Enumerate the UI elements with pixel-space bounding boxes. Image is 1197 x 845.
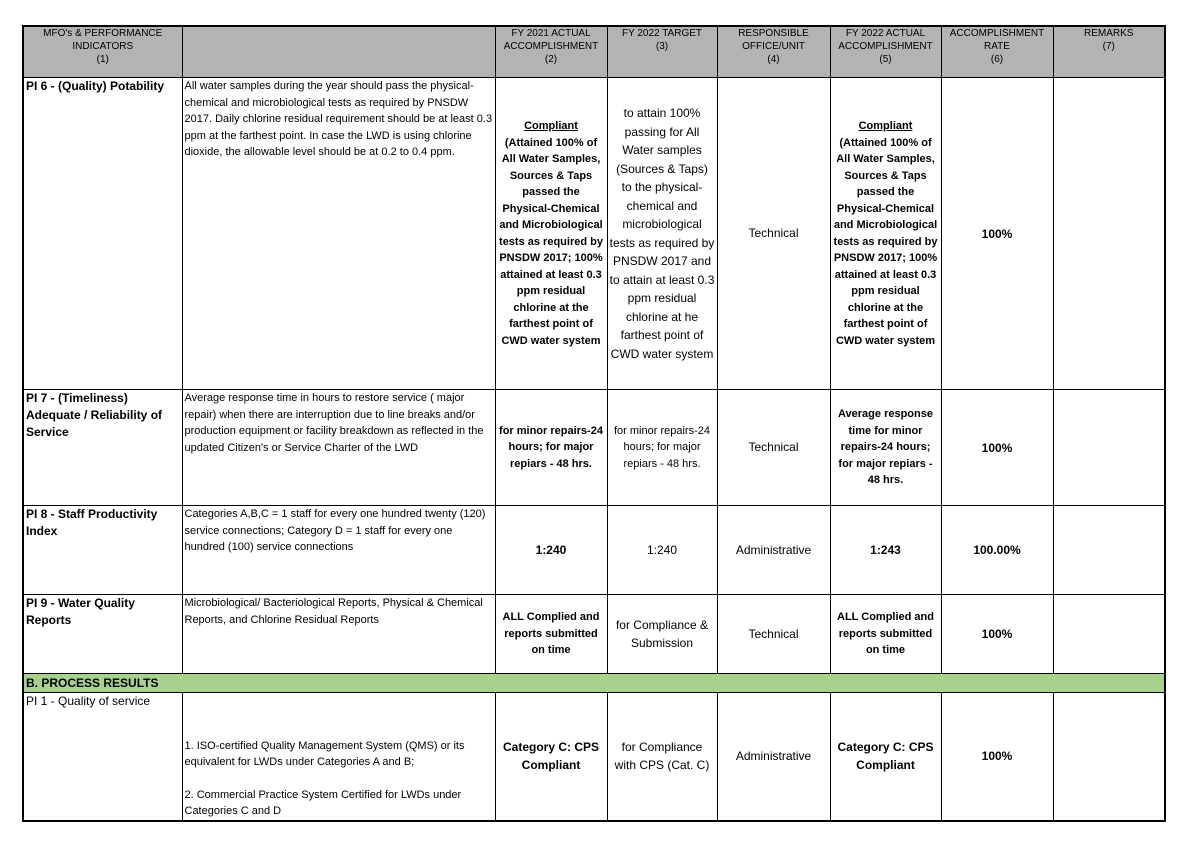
target-cell: for Compliance with CPS (Cat. C) (607, 693, 717, 821)
target-cell: for Compliance & Submission (607, 595, 717, 674)
header-row (23, 26, 1165, 78)
description-item-1: 1. ISO-certified Quality Management System (QMS) or its equivalent for LWDs under Categories A and B; (184, 739, 465, 768)
fy2022-text: (Attained 100% of All Water Samples, Sources & Taps passed the Physical-Chemical and Microbiological tests as required by PNSDW 2017; 100% attained at least 0.3 ppm residual chlorine at the farthest point of CWD water system (833, 136, 938, 347)
mfo-cell: PI 1 - Quality of service (23, 693, 182, 821)
section-title: B. PROCESS RESULTS (23, 674, 1165, 693)
fy2021-cell (495, 78, 607, 390)
fy2022-cell: Average response time for minor repairs-24 hours; for major repiars - 48 hrs. (830, 390, 941, 506)
target-cell: 1:240 (607, 506, 717, 595)
rate-cell: 100% (941, 390, 1053, 506)
rate-cell: 100% (941, 595, 1053, 674)
description-cell: Microbiological/ Bacteriological Reports, Physical & Chemical Reports, and Chlorine Residual Reports (182, 595, 495, 674)
remarks-cell (1053, 506, 1165, 595)
office-cell: Technical (717, 390, 830, 506)
mfo-cell: PI 8 - Staff Productivity Index (23, 506, 182, 595)
fy2021-cell: Category C: CPS Compliant (495, 693, 607, 821)
office-cell: Administrative (717, 506, 830, 595)
header-remarks: REMARKS (7) (1053, 26, 1165, 78)
fy2021-cell: 1:240 (495, 506, 607, 595)
target-cell: to attain 100% passing for All Water samples (Sources & Taps) to the physical-chemical and microbiological tests as required by PNSDW 2017 and to attain at least 0.3 ppm residual chlorine at he farthest point of CWD water system (607, 78, 717, 390)
table-row-pi7 (23, 390, 1165, 506)
table-row-process-pi1 (23, 693, 1165, 821)
mfo-cell: PI 6 - (Quality) Potability (23, 78, 182, 390)
fy2022-cell: Category C: CPS Compliant (830, 693, 941, 821)
header-fy2022-target: FY 2022 TARGET (3) (607, 26, 717, 78)
header-accomplishment-rate: ACCOMPLISHMENT RATE (6) (941, 26, 1053, 78)
performance-table (22, 25, 1166, 822)
table-row-pi8 (23, 506, 1165, 595)
rate-cell: 100% (941, 78, 1053, 390)
fy2021-cell: ALL Complied and reports submitted on time (495, 595, 607, 674)
compliant-title: Compliant (858, 120, 913, 132)
description-cell: Categories A,B,C = 1 staff for every one hundred twenty (120) service connections; Category D = 1 staff for every one hundred (100) service connections (182, 506, 495, 595)
description-cell: All water samples during the year should pass the physical-chemical and microbiological tests as required by PNSDW 2017. Daily chlorine residual requirement should be at least 0.3 ppm at the farthest point. In case the LWD is using chlorine dioxide, the allowable level should be at 0.2 to 0.4 ppm. (182, 78, 495, 390)
header-description (182, 26, 495, 78)
office-cell: Technical (717, 595, 830, 674)
target-cell: for minor repairs-24 hours; for major repiars - 48 hrs. (607, 390, 717, 506)
header-fy2021-actual: FY 2021 ACTUAL ACCOMPLISHMENT (2) (495, 26, 607, 78)
section-row (23, 674, 1165, 693)
fy2022-cell: ALL Complied and reports submitted on time (830, 595, 941, 674)
description-item-2: 2. Commercial Practice System Certified for LWDs under Categories C and D (184, 788, 462, 817)
remarks-cell (1053, 595, 1165, 674)
rate-cell: 100% (941, 693, 1053, 821)
remarks-cell (1053, 693, 1165, 821)
header-responsible-office: RESPONSIBLE OFFICE/UNIT (4) (717, 26, 830, 78)
mfo-cell: PI 9 - Water Quality Reports (23, 595, 182, 674)
office-cell: Technical (717, 78, 830, 390)
rate-cell: 100.00% (941, 506, 1053, 595)
fy2022-cell (830, 78, 941, 390)
header-fy2022-actual: FY 2022 ACTUAL ACCOMPLISHMENT (5) (830, 26, 941, 78)
description-cell (182, 693, 495, 821)
mfo-cell: PI 7 - (Timeliness) Adequate / Reliability of Service (23, 390, 182, 506)
remarks-cell (1053, 78, 1165, 390)
table-row-pi9 (23, 595, 1165, 674)
description-cell: Average response time in hours to restore service ( major repair) when there are interruption due to line breaks and/or production equipment or facility breakdown as reflected in the updated Citizen's or Service Charter of the LWD (182, 390, 495, 506)
remarks-cell (1053, 390, 1165, 506)
fy2022-cell: 1:243 (830, 506, 941, 595)
fy2021-cell: for minor repairs-24 hours; for major repiars - 48 hrs. (495, 390, 607, 506)
table-row-pi6 (23, 78, 1165, 390)
office-cell: Administrative (717, 693, 830, 821)
compliant-title: Compliant (524, 120, 578, 132)
header-mfo: MFO's & PERFORMANCE INDICATORS (1) (23, 26, 182, 78)
fy2021-text: (Attained 100% of All Water Samples, Sources & Taps passed the Physical-Chemical and Microbiological tests as required by PNSDW 2017; 100% attained at least 0.3 ppm residual chlorine at the farthest point of CWD water system (499, 136, 603, 347)
